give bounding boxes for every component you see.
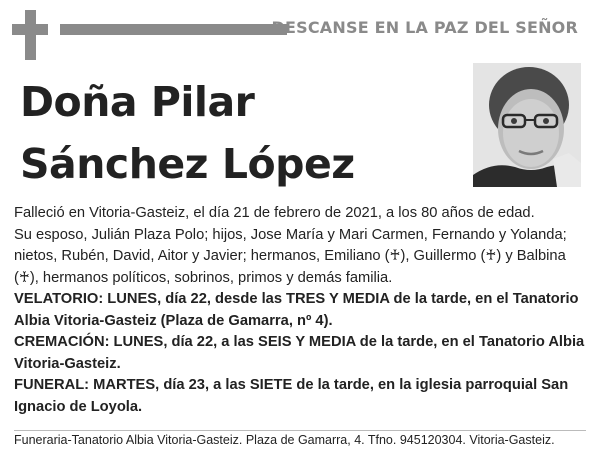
death-notice: Falleció en Vitoria-Gasteiz, el día 21 de febrero de 2021, a los 80 años de edad. (14, 205, 535, 221)
footer-divider (14, 430, 586, 431)
family-list: Su esposo, Julián Plaza Polo; hijos, Jose María y Mari Carmen, Fernando y Yolanda; nietos, Rubén, David, Aitor y Javier; hermanos, Emiliano (♰), Guillermo (♰) y Balbina (♰), hermanos políticos, sobrinos, primos y demás familia. (14, 226, 567, 286)
deceased-name-line1: Doña Pilar (20, 78, 255, 126)
deceased-name-line2: Sánchez López (20, 140, 355, 188)
wake-info: VELATORIO: LUNES, día 22, desde las TRES Y MEDIA de la tarde, en el Tanatorio Albia Vitoria-Gasteiz (Plaza de Gamarra, nº 4). (14, 291, 579, 329)
funeral-home-footer: Funeraria-Tanatorio Albia Vitoria-Gasteiz. Plaza de Gamarra, 4. Tfno. 945120304. Vitoria-Gasteiz. (14, 433, 555, 447)
funeral-info: FUNERAL: MARTES, día 23, a las SIETE de la tarde, en la iglesia parroquial San Ignacio de Loyola. (14, 377, 569, 415)
latin-cross-icon (12, 10, 48, 60)
header-slogan: DESCANSE EN LA PAZ DEL SEÑOR (271, 18, 578, 37)
portrait-photo (473, 63, 581, 187)
obituary-body (14, 203, 592, 418)
header-bar (60, 24, 287, 35)
cremation-info: CREMACIÓN: LUNES, día 22, a las SEIS Y MEDIA de la tarde, en el Tanatorio Albia Vitoria-Gasteiz. (14, 334, 585, 372)
